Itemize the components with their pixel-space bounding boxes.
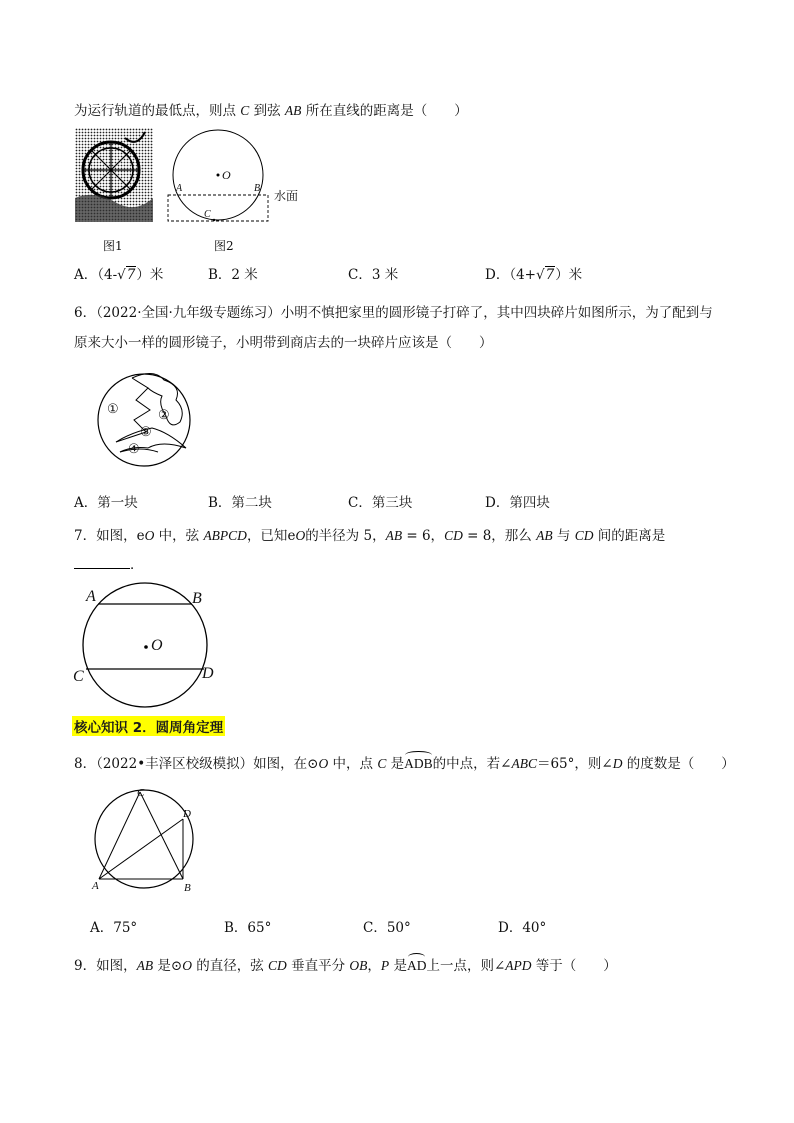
q8-option-d[interactable]: D．40° (498, 920, 547, 936)
q7-label-a: A (86, 588, 96, 605)
fig2-label-b: B (254, 183, 261, 194)
q8-option-b[interactable]: B．65° (224, 920, 272, 936)
q6-option-d[interactable]: D．第四块 (485, 495, 550, 511)
mirror-label-4: ④ (128, 442, 140, 457)
fig2-caption: 图2 (214, 239, 234, 253)
fig2-label-o: O (222, 168, 231, 182)
mirror-label-1: ① (107, 402, 119, 417)
q7-answer-blank[interactable] (74, 556, 130, 569)
waterwheel-photo (75, 128, 153, 222)
q6-option-b[interactable]: B．第二块 (208, 495, 272, 511)
q5-stem: 为运行轨道的最低点，则点 C 到弦 AB 所在直线的距离是（ ） (74, 103, 468, 119)
q7-label-b: B (192, 590, 202, 607)
q7-stem: 7．如图，eO 中，弦 ABPCD，已知eO的半径为 5，AB = 6，CD = 8，那么 AB 与 CD 间的距离是 (74, 528, 666, 544)
q5-option-d[interactable]: D．（4+√7）米 (485, 267, 583, 283)
q8-option-a[interactable]: A．75° (90, 920, 138, 936)
q8-label-d: D (183, 808, 191, 820)
broken-mirror-figure (92, 366, 202, 474)
q6-stem-line2: 原来大小一样的圆形镜子，小明带到商店去的一块碎片应该是（ ） (74, 335, 493, 351)
arc-adb: ADB (404, 756, 433, 771)
fig1-caption: 图1 (103, 239, 123, 253)
section-heading: 核心知识 2．圆周角定理 (72, 716, 225, 736)
mirror-label-2: ② (158, 408, 170, 423)
fig2-label-c: C (204, 209, 211, 220)
q7-label-c: C (73, 668, 84, 685)
q8-stem: 8．（2022•丰泽区校级模拟）如图，在⊙O 中，点 C 是ADB的中点，若∠ABC＝65°，则∠D 的度数是（ ） (74, 756, 735, 772)
q8-label-b: B (184, 882, 191, 894)
q5-option-b[interactable]: B．2 米 (208, 267, 258, 283)
q8-label-c: C (137, 787, 145, 799)
q6-option-a[interactable]: A．第一块 (74, 495, 138, 511)
q7-answer-line: ． (74, 556, 144, 574)
q5-option-a[interactable]: A．（4-√7）米 (74, 267, 164, 283)
fig2-label-water: 水面 (274, 189, 299, 203)
arc-ad: AD (406, 958, 427, 973)
q8-option-c[interactable]: C．50° (363, 920, 411, 936)
q9-stem: 9．如图，AB 是⊙O 的直径，弦 CD 垂直平分 OB，P 是AD上一点，则∠APD 等于（ ） (74, 958, 617, 974)
q6-stem-line1: 6．（2022·全国·九年级专题练习）小明不慎把家里的圆形镜子打碎了，其中四块碎片如图所示，为了配到与 (74, 305, 713, 321)
q7-label-o: O (151, 637, 163, 654)
waterwheel-diagram (165, 135, 305, 230)
q5-option-c[interactable]: C．3 米 (348, 267, 399, 283)
q8-label-a: A (92, 880, 99, 892)
fig2-label-a: A (176, 183, 183, 194)
q6-option-c[interactable]: C．第三块 (348, 495, 413, 511)
q8-circle-figure (90, 792, 202, 892)
mirror-label-3: ③ (140, 425, 152, 440)
q7-label-d: D (202, 665, 214, 682)
